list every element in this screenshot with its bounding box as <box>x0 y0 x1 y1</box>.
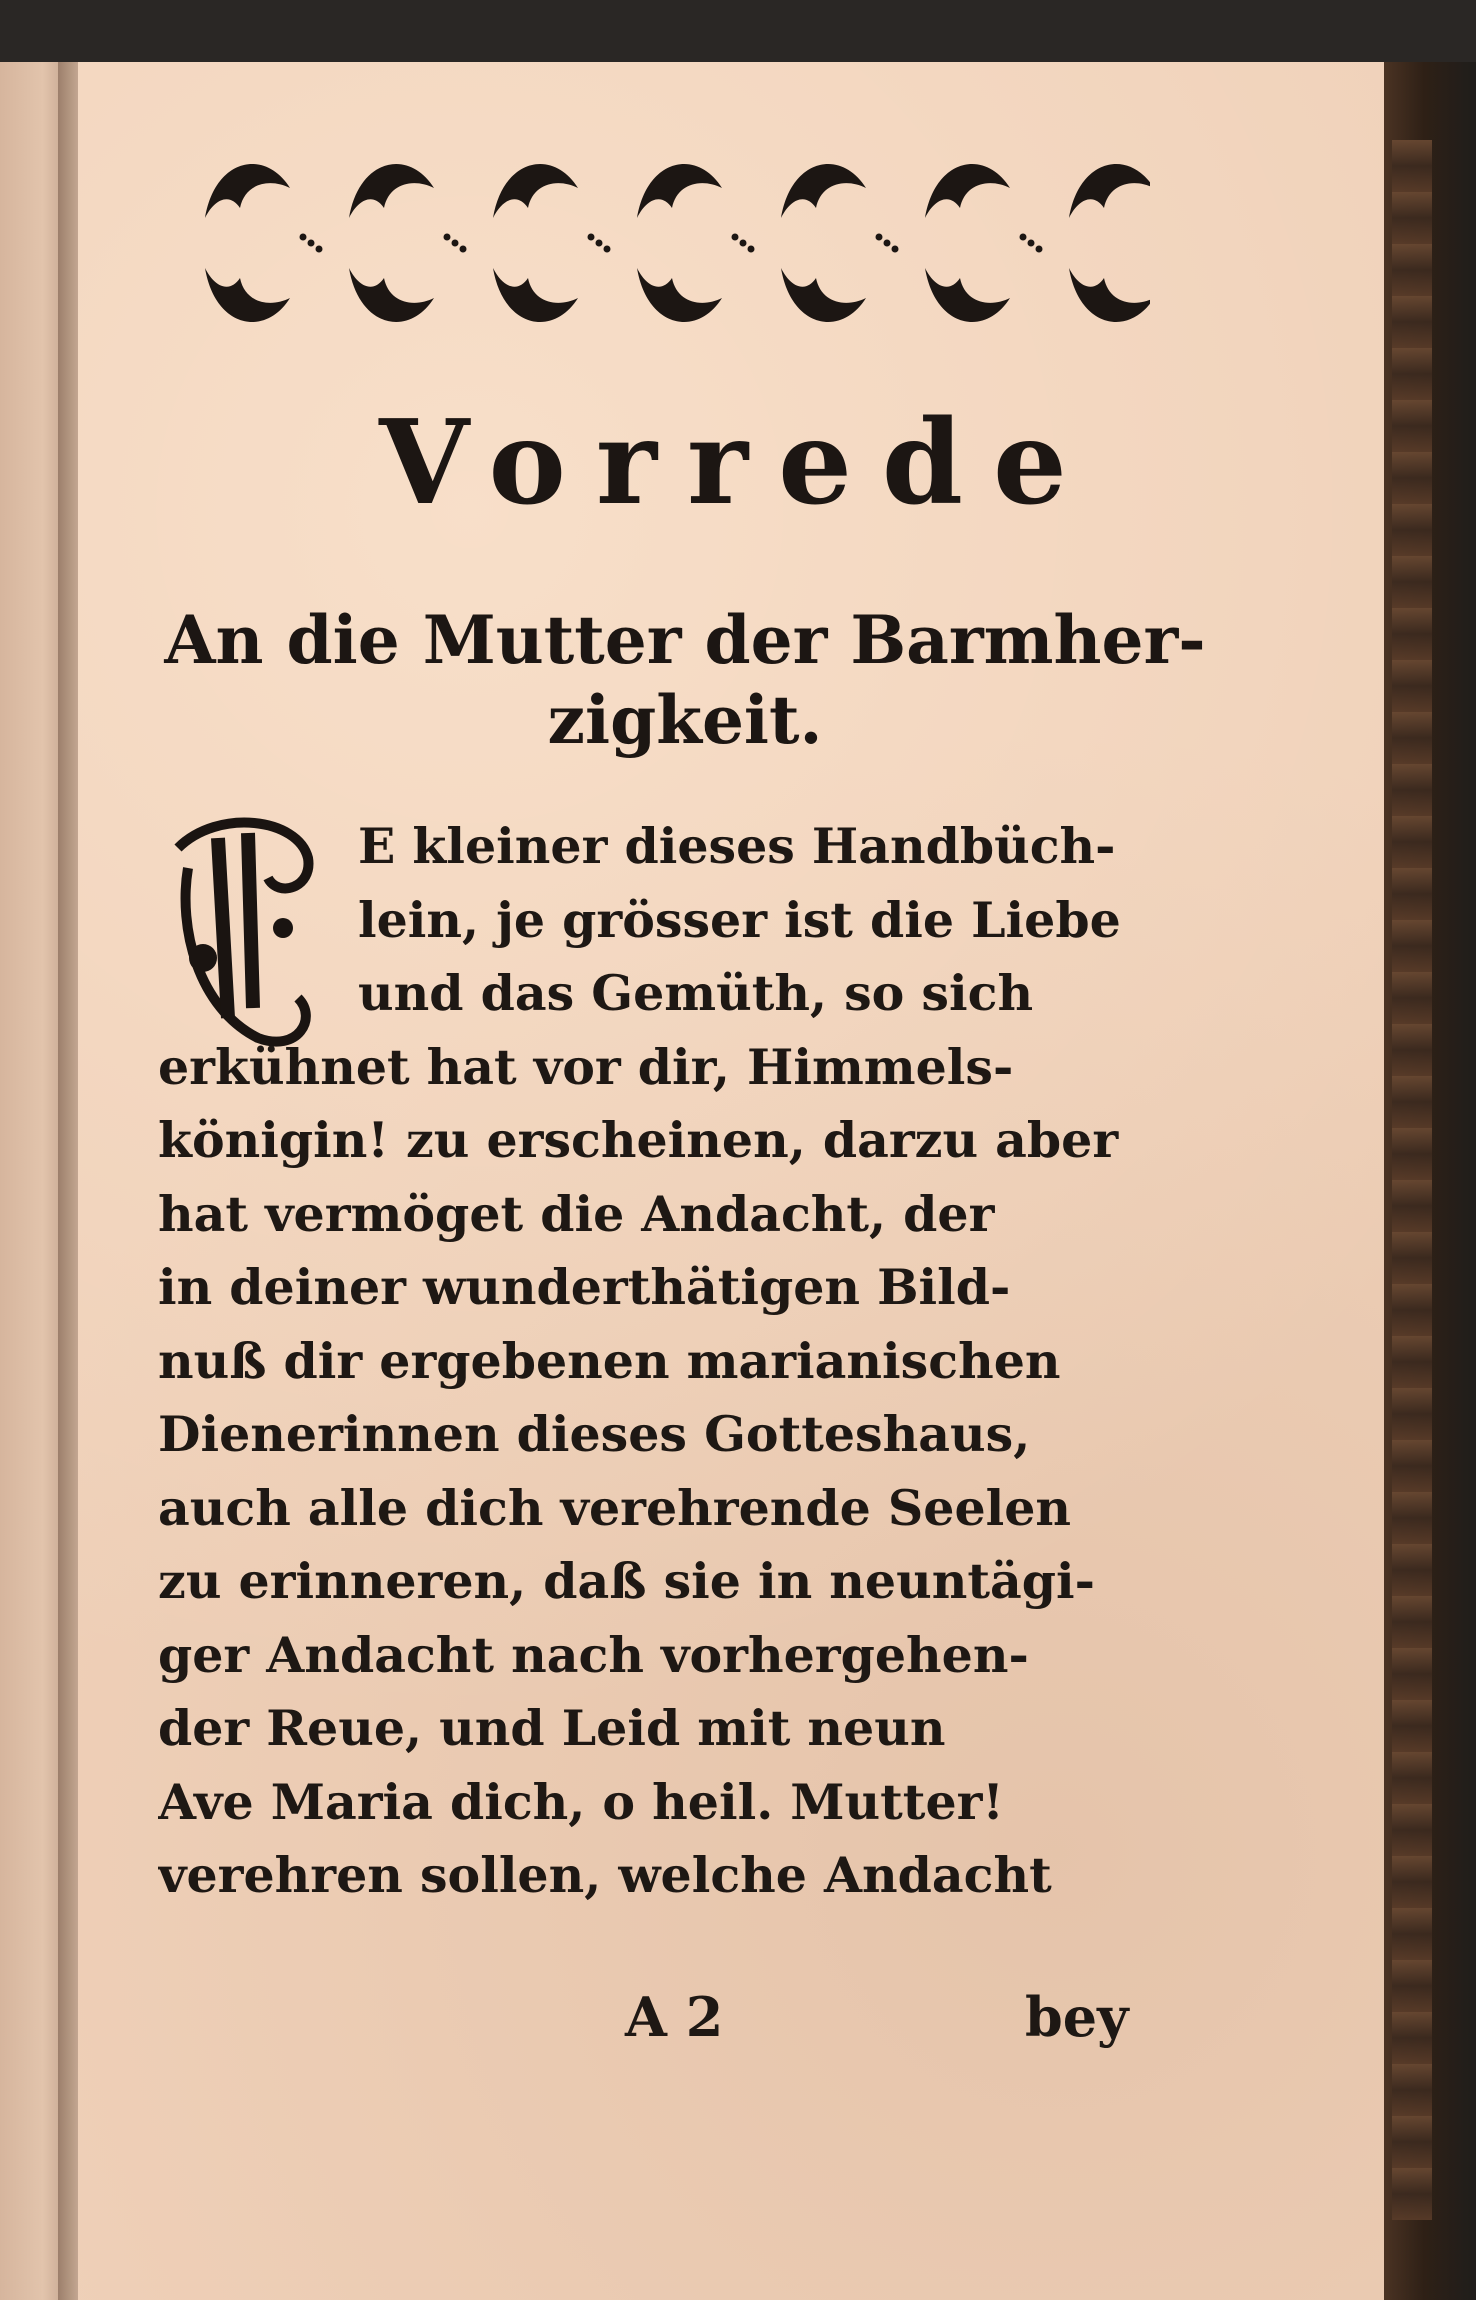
text-line: nuß dir ergebenen marianischen <box>158 1331 1061 1390</box>
headpiece-ornament <box>205 148 1150 338</box>
text-line: ger Andacht nach vorhergehen- <box>158 1625 1029 1684</box>
text-line: in deiner wunderthätigen Bild- <box>158 1258 1011 1316</box>
text-line: und das Gemüth, so sich <box>358 964 1034 1022</box>
ornament-svg <box>205 148 1150 338</box>
text-line: auch alle dich verehrende Seelen <box>158 1478 1072 1537</box>
text-line: erkühnet hat vor dir, Himmels- <box>158 1037 1014 1096</box>
text-line: verehren sollen, welche Andacht <box>158 1846 1052 1904</box>
text-line: Dienerinnen dieses Gotteshaus, <box>158 1405 1031 1463</box>
leaf-flourish-icon <box>493 164 611 322</box>
leaf-flourish-icon <box>781 164 899 322</box>
leaf-flourish-icon <box>637 164 755 322</box>
subtitle-line: An die Mutter der Barmher- <box>164 601 1206 679</box>
text-line: königin! zu erscheinen, darzu aber <box>158 1111 1119 1169</box>
page-title: Vorrede <box>379 395 1097 531</box>
body-paragraph <box>158 810 1218 1913</box>
page-footer <box>155 1985 1215 2065</box>
leaf-flourish-icon <box>349 164 467 322</box>
text-line: hat vermöget die Andacht, der <box>158 1184 995 1243</box>
signature-mark: A 2 <box>625 1985 724 2049</box>
leaf-flourish-icon <box>925 164 1043 322</box>
text-line: der Reue, und Leid mit neun <box>158 1699 946 1757</box>
scan-background-top <box>0 0 1476 62</box>
leaf-flourish-icon <box>205 164 323 322</box>
text-line: Ave Maria dich, o heil. Mutter! <box>158 1772 1004 1831</box>
text-line: zu erinneren, daß sie in neuntägi- <box>158 1552 1095 1610</box>
catchword: bey <box>1025 1985 1129 2049</box>
leaf-flourish-icon <box>1069 164 1150 322</box>
page-subtitle <box>155 600 1215 760</box>
text-line: lein, je grösser ist die Liebe <box>358 890 1121 949</box>
text-line: E kleiner dieses Handbüch- <box>358 817 1116 875</box>
subtitle-line: zigkeit. <box>547 681 823 759</box>
